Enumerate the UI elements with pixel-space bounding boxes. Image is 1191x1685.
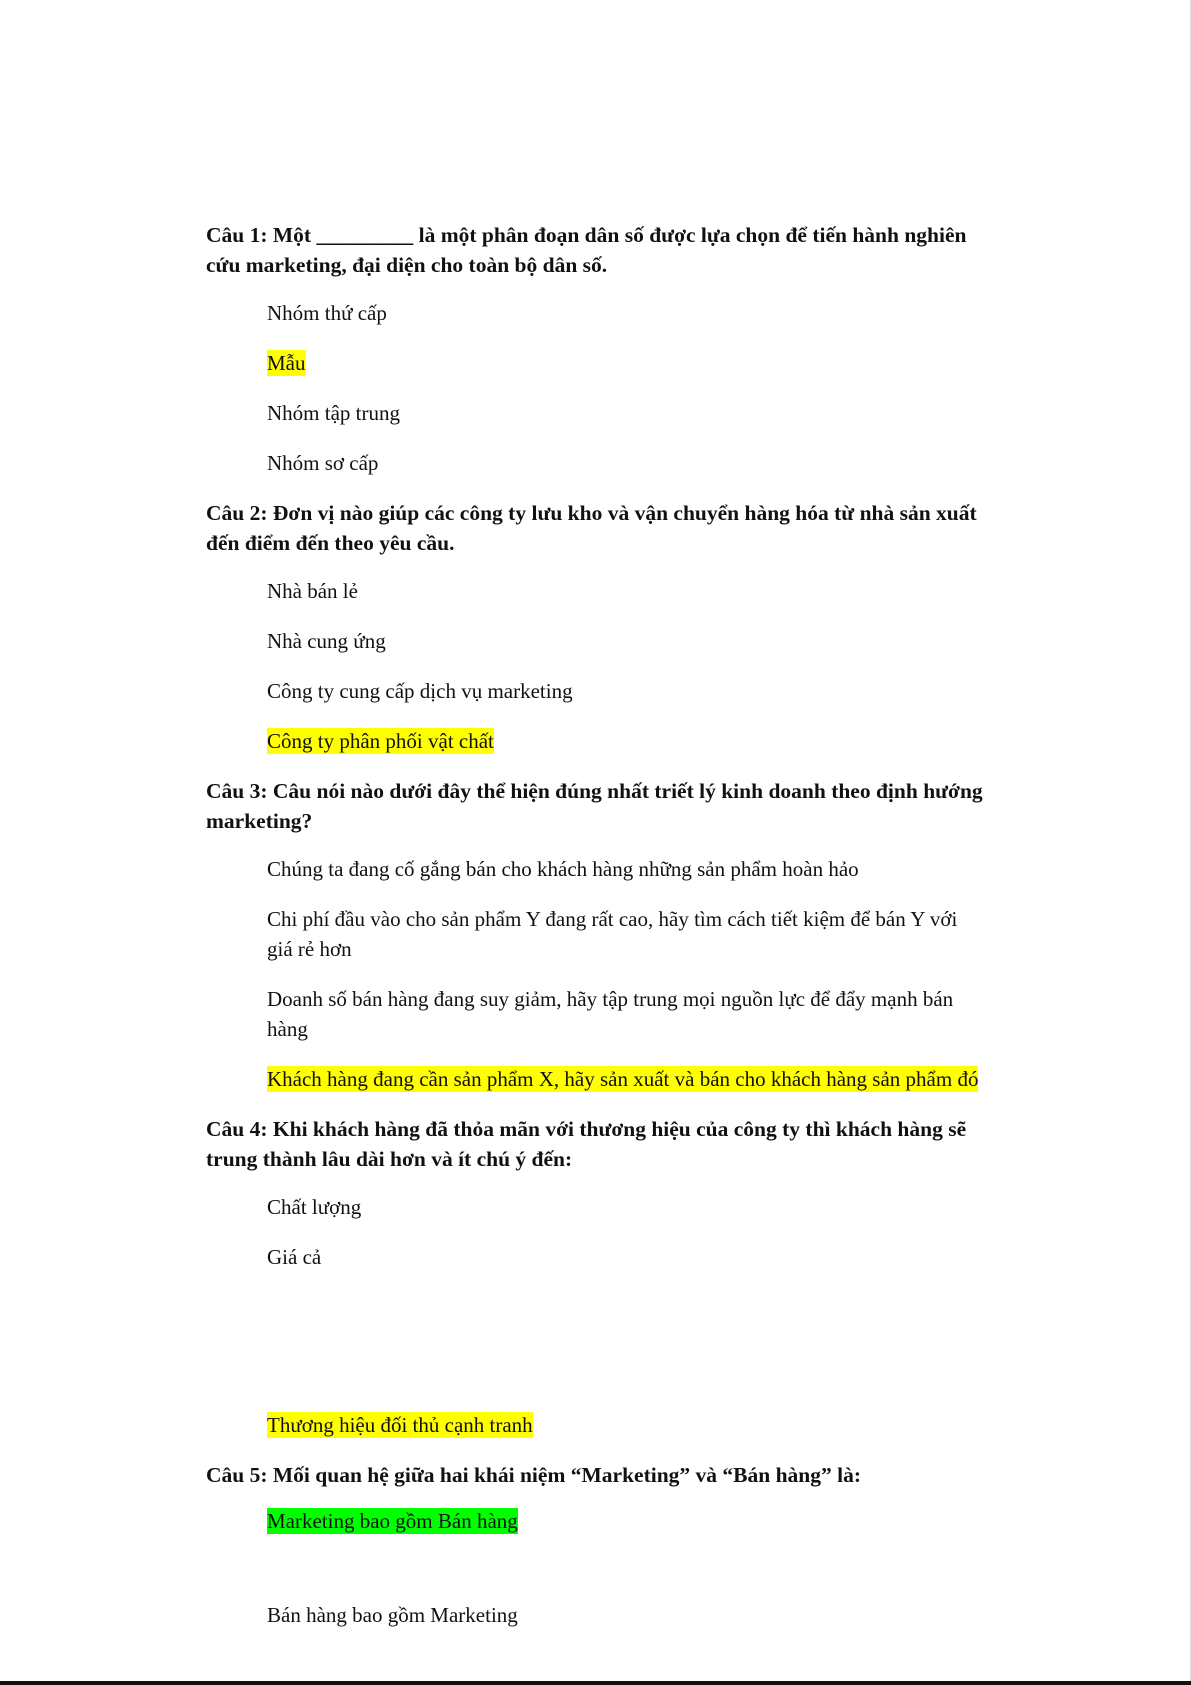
document-body	[206, 220, 986, 1556]
option-1d: Nhóm sơ cấp	[267, 451, 379, 475]
blank-gap	[206, 1292, 986, 1410]
option-3a: Chúng ta đang cố gắng bán cho khách hàng những sản phẩm hoàn hảo	[267, 857, 859, 881]
clipped-option-line	[206, 1600, 706, 1627]
option-4a: Chất lượng	[267, 1195, 362, 1219]
option-3d-answer: Khách hàng đang cần sản phẩm X, hãy sản xuất và bán cho khách hàng sản phẩm đó	[267, 1067, 979, 1091]
option-3c: Doanh số bán hàng đang suy giảm, hãy tập trung mọi nguồn lực để đẩy mạnh bán hàng	[267, 987, 954, 1041]
option-2a: Nhà bán lẻ	[267, 579, 358, 603]
option-1c: Nhóm tập trung	[267, 401, 400, 425]
option-5b: Bán hàng bao gồm Marketing	[267, 1603, 518, 1627]
option-2c: Công ty cung cấp dịch vụ marketing	[267, 679, 573, 703]
option-3b: Chi phí đầu vào cho sản phẩm Y đang rất cao, hãy tìm cách tiết kiệm để bán Y với giá rẻ hơn	[267, 907, 958, 961]
option-2d-answer: Công ty phân phối vật chất	[267, 729, 494, 753]
option-2b: Nhà cung ứng	[267, 629, 386, 653]
option-4c-answer: Thương hiệu đối thủ cạnh tranh	[267, 1413, 533, 1437]
option-5a-answer: Marketing bao gồm Bán hàng	[267, 1509, 518, 1533]
option-1a: Nhóm thứ cấp	[267, 301, 387, 325]
page-bottom-edge	[0, 1681, 1191, 1685]
question-5: Câu 5: Mối quan hệ giữa hai khái niệm “Marketing” và “Bán hàng” là:	[206, 1463, 862, 1487]
question-3: Câu 3: Câu nói nào dưới đây thể hiện đúng nhất triết lý kinh doanh theo định hướng marketing?	[206, 779, 983, 833]
question-4: Câu 4: Khi khách hàng đã thỏa mãn với thương hiệu của công ty thì khách hàng sẽ trung thành lâu dài hơn và ít chú ý đến:	[206, 1117, 967, 1171]
question-1: Câu 1: Một _________ là một phân đoạn dân số được lựa chọn để tiến hành nghiên cứu marketing, đại diện cho toàn bộ dân số.	[206, 223, 967, 277]
option-4b: Giá cả	[267, 1245, 322, 1269]
question-2: Câu 2: Đơn vị nào giúp các công ty lưu kho và vận chuyển hàng hóa từ nhà sản xuất đến điểm đến theo yêu cầu.	[206, 501, 977, 555]
option-1b-answer: Mẫu	[267, 351, 306, 375]
